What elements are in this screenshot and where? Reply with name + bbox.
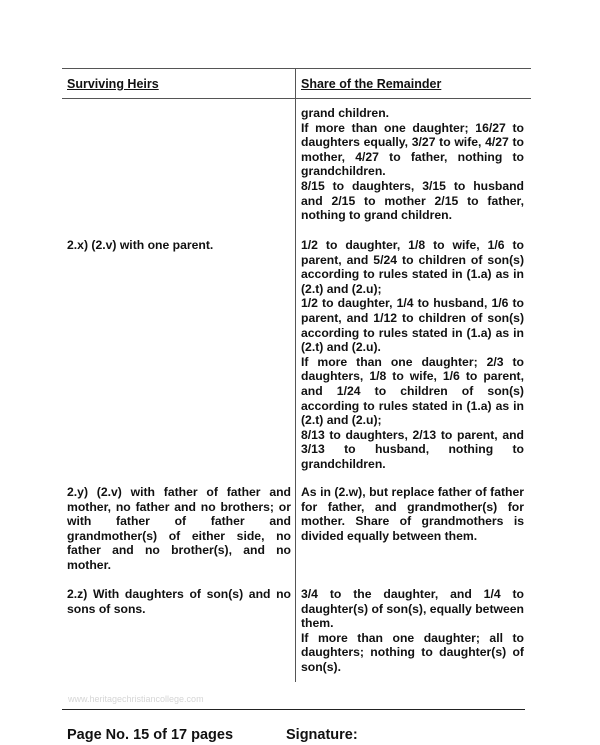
- share-paragraph: 8/13 to daughters, 2/13 to parent, and 3/13 to husband, nothing to grandchildren.: [301, 427, 524, 471]
- share-paragraph: grand children.: [301, 106, 390, 120]
- column-divider: [295, 68, 296, 682]
- table-row-share: [301, 587, 524, 675]
- table-row-heir: [67, 485, 291, 573]
- watermark: www.heritagechristiancollege.com: [68, 694, 204, 704]
- table-row-share: [301, 238, 524, 472]
- table-top-rule: [62, 68, 531, 69]
- table-row-heir: [67, 587, 291, 616]
- share-paragraph: If more than one daughter; 16/27 to daughters equally, 3/27 to wife, 4/27 to mother, 4/27 to father, nothing to grandchildren.: [301, 120, 524, 179]
- header-bottom-rule: [62, 98, 531, 99]
- heir-text: 2.y) (2.v) with father of father and mother, no father and no brothers; or with father of father and grandmother(s) of either side, no father and no brother(s), and no mother.: [67, 485, 291, 572]
- table-row-heir: [67, 238, 291, 253]
- header-share-of-remainder: Share of the Remainder: [301, 77, 442, 91]
- table-row-share: [301, 485, 524, 543]
- share-paragraph: 3/4 to the daughter, and 1/4 to daughter(s) of son(s), equally between them.: [301, 587, 524, 631]
- heir-text: 2.x) (2.v) with one parent.: [67, 238, 214, 252]
- header-surviving-heirs: Surviving Heirs: [67, 77, 159, 91]
- share-paragraph: As in (2.w), but replace father of father for father, and grandmother(s) for mother. Share of grandmothers is divided equally between them.: [301, 485, 524, 543]
- heir-text: 2.z) With daughters of son(s) and no sons of sons.: [67, 587, 291, 616]
- table-row-share: [301, 106, 524, 223]
- footer-rule: [62, 709, 525, 710]
- page-number: Page No. 15 of 17 pages: [67, 727, 234, 743]
- share-paragraph: 1/2 to daughter, 1/8 to wife, 1/6 to parent, and 5/24 to children of son(s) according to rules stated in (1.a) as in (2.t) and (2.u);: [301, 238, 524, 296]
- share-paragraph: If more than one daughter; all to daughters; nothing to daughter(s) of son(s).: [301, 630, 524, 674]
- signature-label: Signature:: [286, 727, 358, 743]
- share-paragraph: If more than one daughter; 2/3 to daughters, 1/8 to wife, 1/6 to parent, and 1/24 to children of son(s) according to rules stated in (1.a) as in (2.t) and (2.u);: [301, 354, 524, 428]
- share-paragraph: 1/2 to daughter, 1/4 to husband, 1/6 to parent, and 1/12 to children of son(s) according to rules stated in (1.a) as in (2.t) and (2.u).: [301, 296, 524, 355]
- share-paragraph: 8/15 to daughters, 3/15 to husband and 2/15 to mother 2/15 to father, nothing to grand children.: [301, 178, 524, 223]
